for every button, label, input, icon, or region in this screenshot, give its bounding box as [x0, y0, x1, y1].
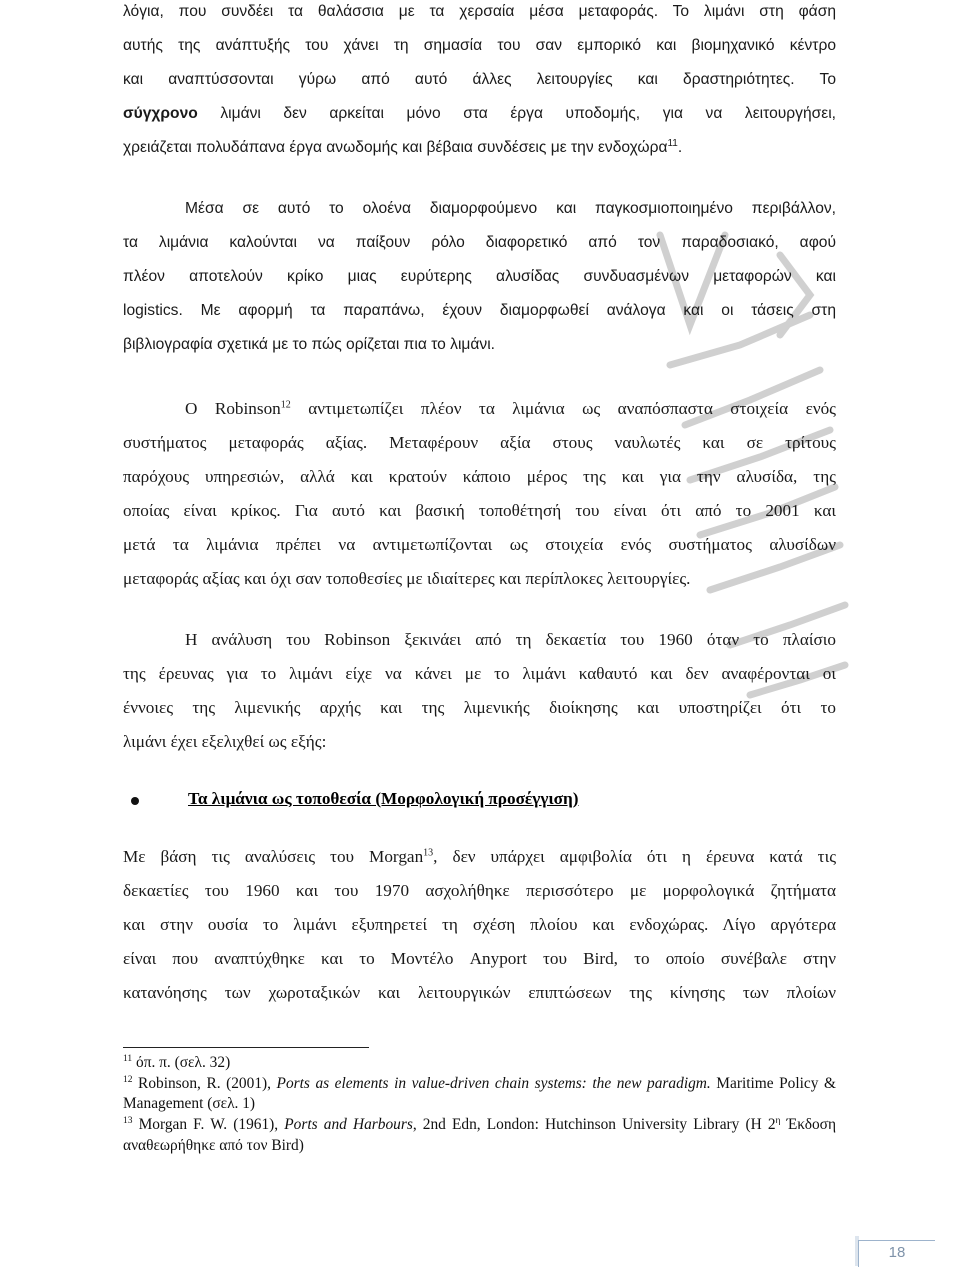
- footnote-13: [123, 1115, 836, 1156]
- footnote-title: Ports as elements in value-driven chain systems: the new paradigm.: [276, 1074, 711, 1092]
- paragraph-3-line-4: οποίας είναι κρίκος. Για αυτό και βασική τοποθέτησή του είναι ότι από το 2001 και: [123, 501, 836, 520]
- paragraph-2-line-3: πλέον αποτελούν κρίκο μιας ευρύτερης αλυσίδας συνδυασμένων μεταφορών και: [123, 268, 836, 285]
- paragraph-1-line-4-rest: λιμάνι δεν αρκείται μόνο στα έργα υποδομής, για να λειτουργήσει,: [197, 105, 836, 122]
- paragraph-3: [123, 392, 836, 596]
- footnote-text: , 2nd Edn, London: Hutchinson University Library (Η 2: [412, 1116, 776, 1134]
- paragraph-1-line-2: αυτής της ανάπτυξής του χάνει τη σημασία του σαν εμπορικό και βιομηχανικό κέντρο: [123, 37, 836, 54]
- paragraph-5-line-1-post: , δεν υπάρχει αμφιβολία ότι η έρευνα κατά τις: [433, 847, 836, 866]
- bold-word: σύγχρονο: [123, 105, 198, 122]
- footnote-11: [123, 1053, 836, 1074]
- page-number-box: [858, 1240, 935, 1267]
- paragraph-3-line-1: [123, 392, 836, 426]
- footnote-text: Robinson, R. (2001),: [132, 1074, 277, 1092]
- paragraph-3-line-1-post: αντιμετωπίζει πλέον τα λιμάνια ως αναπόσπαστα στοιχεία ενός: [290, 399, 836, 418]
- footnote-ref-12[interactable]: 12: [280, 399, 291, 411]
- paragraph-4-line-2: της έρευνας για το λιμάνι είχε να κάνει με το λιμάνι καθαυτό και δεν αναφέρονται οι: [123, 664, 836, 683]
- footnote-title: Ports and Harbours: [284, 1116, 413, 1134]
- paragraph-1-line-1: λόγια, που συνδέει τα θαλάσσια με τα χερσαία μέσα μεταφοράς. Το λιμάνι στη φάση: [123, 3, 836, 20]
- paragraph-3-line-6: μεταφοράς αξίας και όχι σαν τοποθεσίες με ιδιαίτερες και περίπλοκες λειτουργίες.: [123, 569, 691, 588]
- paragraph-1: [123, 0, 836, 165]
- paragraph-1-line-5-text: χρειάζεται πολυδάπανα έργα ανωδομής και βέβαια συνδέσεις με την ενδοχώρα: [123, 139, 668, 156]
- paragraph-2-line-5: βιβλιογραφία σχετικά με το πώς ορίζεται πια το λιμάνι.: [123, 336, 496, 353]
- paragraph-4-line-4: λιμάνι έχει εξελιχθεί ως εξής:: [123, 732, 327, 751]
- paragraph-1-line-5: [123, 131, 836, 165]
- paragraph-4-line-3: έννοιες της λιμενικής αρχής και της λιμενικής διοίκησης και υποστηρίζει ότι το: [123, 698, 836, 717]
- paragraph-5-line-5: κατανόησης των χωροταξικών και λειτουργικών επιπτώσεων της κίνησης των πλοίων: [123, 983, 836, 1002]
- paragraph-1-line-3: και αναπτύσσονται γύρω από αυτό άλλες λειτουργίες και δραστηριότητες. Το: [123, 71, 836, 88]
- paragraph-3-line-3: παρόχους υπηρεσιών, αλλά και κρατούν κάποιο μέρος της και για την αλυσίδα, της: [123, 467, 836, 486]
- paragraph-3-line-5: μετά τα λιμάνια πρέπει να αντιμετωπίζονται ως στοιχεία ενός συστήματος αλυσίδων: [123, 535, 836, 554]
- paragraph-2-line-1: Μέσα σε αυτό το ολοένα διαμορφούμενο και παγκοσμιοποιημένο περιβάλλον,: [185, 200, 836, 217]
- paragraph-5-line-1: [123, 840, 836, 874]
- paragraph-2: [123, 192, 836, 362]
- bullet-heading: Τα λιμάνια ως τοποθεσία (Μορφολογική προσέγγιση): [188, 789, 579, 808]
- footnote-text: Morgan F. W. (1961),: [132, 1116, 285, 1134]
- footnote-number: 12: [123, 1074, 133, 1085]
- paragraph-5-line-1-pre: Με βάση τις αναλύσεις του Morgan: [123, 847, 424, 866]
- paragraph-4-line-1: Η ανάλυση του Robinson ξεκινάει από τη δεκαετία του 1960 όταν το πλαίσιο: [185, 630, 836, 649]
- paragraph-5: [123, 840, 836, 1010]
- footnote-ref-13[interactable]: 13: [423, 847, 434, 859]
- paragraph-5-line-3: και στην ουσία το λιμάνι εξυπηρετεί τη σχέση πλοίου και ενδοχώρας. Λίγο αργότερα: [123, 915, 836, 934]
- footnote-ref-11[interactable]: 11: [667, 137, 678, 149]
- page-number: 18: [888, 1244, 906, 1261]
- bullet-item: [123, 788, 836, 818]
- footnotes: [123, 1053, 836, 1157]
- paragraph-2-line-4: logistics. Με αφορμή τα παραπάνω, έχουν διαμορφωθεί ανάλογα και οι τάσεις στη: [123, 302, 836, 319]
- paragraph-2-line-2: τα λιμάνια καλούνται να παίξουν ρόλο διαφορετικό από τον παραδοσιακό, αφού: [123, 234, 836, 251]
- paragraph-5-line-2: δεκαετίες του 1960 και του 1970 ασχολήθηκε περισσότερο με μορφολογικά ζητήματα: [123, 881, 836, 900]
- paragraph-1-line-5-end: .: [677, 139, 683, 156]
- footnote-number: 11: [123, 1053, 133, 1064]
- paragraph-3-line-1-pre: Ο Robinson: [185, 399, 281, 418]
- footnote-text: Έκδοση αναθεωρήθηκε από τον Bird): [123, 1116, 836, 1154]
- footnote-superscript: η: [775, 1115, 781, 1126]
- footnote-12: [123, 1074, 836, 1115]
- footnote-separator: [123, 1047, 369, 1048]
- paragraph-5-line-4: είναι που αναπτύχθηκε και το Μοντέλο Anyport του Bird, το οποίο συνέβαλε στην: [123, 949, 836, 968]
- paragraph-4: [123, 623, 836, 759]
- footnote-number: 13: [123, 1115, 133, 1126]
- footnote-text: όπ. π. (σελ. 32): [132, 1054, 231, 1071]
- paragraph-1-line-4: [123, 97, 836, 131]
- bullet-icon: [131, 797, 139, 805]
- paragraph-3-line-2: συστήματος μεταφοράς αξίας. Μεταφέρουν αξία στους ναυλωτές και σε τρίτους: [123, 433, 836, 452]
- footnote-text: Maritime Policy & Management (σελ. 1): [123, 1074, 836, 1113]
